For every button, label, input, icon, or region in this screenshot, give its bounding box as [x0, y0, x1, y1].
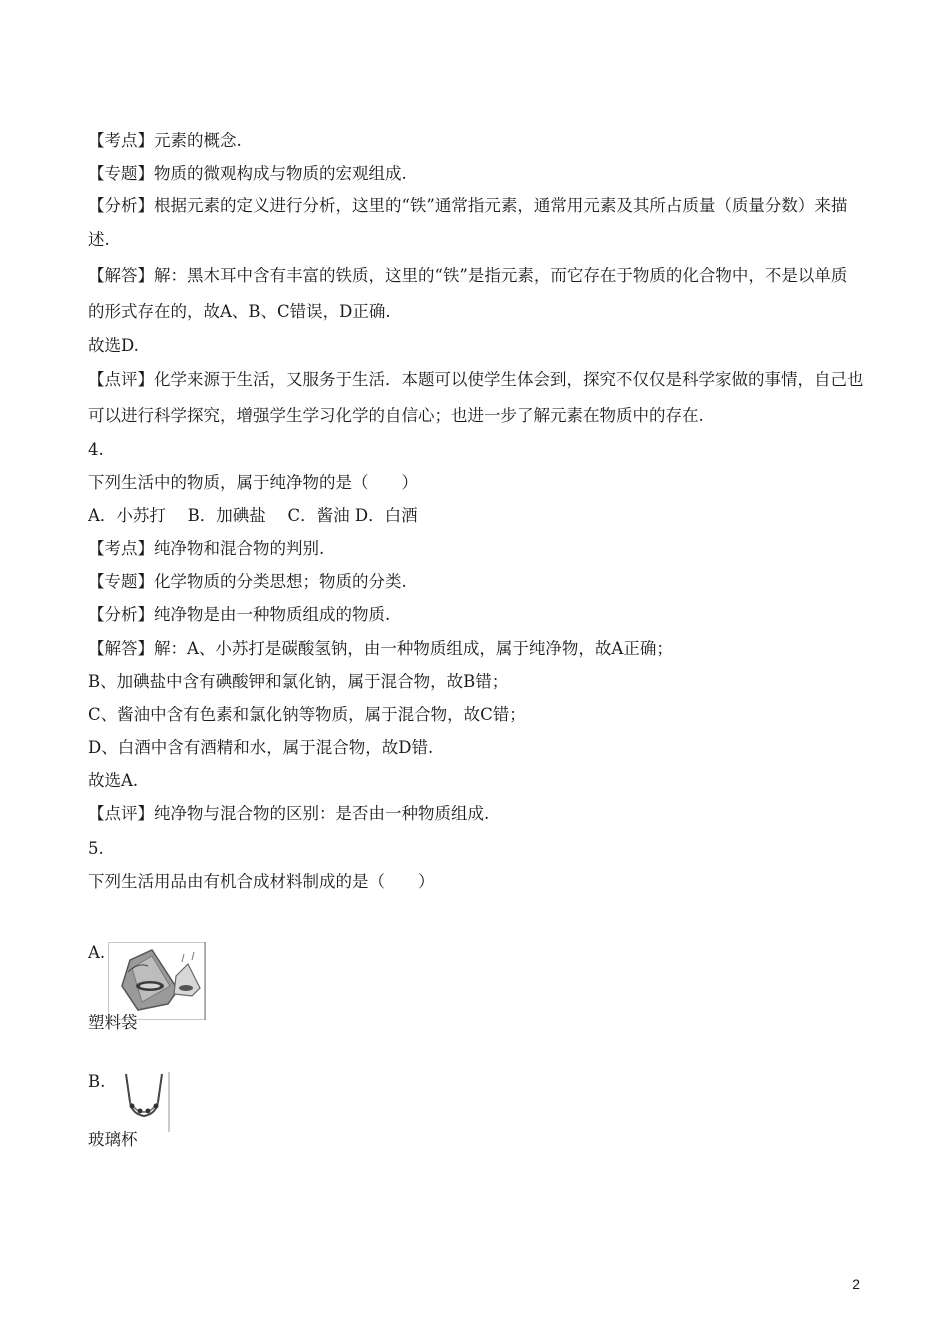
q3-dianping-line-1: 【点评】化学来源于生活，又服务于生活．本题可以使学生体会到，探究不仅仅是科学家做的事情，自己也 — [88, 370, 864, 389]
q3-guxuan: 故选D. — [88, 336, 139, 355]
q4-guxuan: 故选A. — [88, 771, 139, 790]
q3-jieda-line-2: 的形式存在的，故A、B、C错误，D正确. — [88, 302, 391, 321]
q4-jieda-line-2: B、加碘盐中含有碘酸钾和氯化钠，属于混合物，故B错； — [88, 672, 509, 691]
q4-fenxi: 【分析】纯净物是由一种物质组成的物质. — [88, 605, 391, 624]
q4-number: 4. — [88, 440, 104, 459]
q3-fenxi-line-2: 述. — [88, 230, 110, 249]
glass-cup-image — [118, 1072, 170, 1132]
q4-zhuanti: 【专题】化学物质的分类思想；物质的分类. — [88, 572, 407, 591]
page-number: 2 — [852, 1276, 860, 1292]
q5-option-b-label: 玻璃杯 — [88, 1130, 138, 1149]
q4-jieda-line-3: C、酱油中含有色素和氯化钠等物质，属于混合物，故C错； — [88, 705, 526, 724]
q3-zhuanti: 【专题】物质的微观构成与物质的宏观组成. — [88, 164, 407, 183]
q5-number: 5. — [88, 839, 104, 858]
q4-dianping: 【点评】纯净物与混合物的区别：是否由一种物质组成. — [88, 804, 490, 823]
q5-stem: 下列生活用品由有机合成材料制成的是（ ） — [88, 872, 435, 891]
q5-option-b-letter: B. — [88, 1072, 106, 1091]
q4-jieda-line-1: 【解答】解：A、小苏打是碳酸氢钠，由一种物质组成，属于纯净物，故A正确； — [88, 639, 673, 658]
q4-jieda-line-4: D、白酒中含有酒精和水，属于混合物，故D错. — [88, 738, 434, 757]
q5-option-a-letter: A. — [88, 943, 106, 962]
q4-kaodian: 【考点】纯净物和混合物的判别. — [88, 539, 325, 558]
q3-dianping-line-2: 可以进行科学探究，增强学生学习化学的自信心；也进一步了解元素在物质中的存在. — [88, 406, 704, 425]
q4-options: A．小苏打 B．加碘盐 C．酱油 D．白酒 — [88, 506, 418, 525]
q3-kaodian: 【考点】元素的概念. — [88, 131, 242, 150]
q4-stem: 下列生活中的物质，属于纯净物的是（ ） — [88, 473, 418, 492]
plastic-bag-image — [108, 942, 206, 1020]
q5-option-a-label: 塑料袋 — [88, 1013, 138, 1032]
q3-fenxi-line-1: 【分析】根据元素的定义进行分析，这里的“铁”通常指元素，通常用元素及其所占质量（质量分数）来描 — [88, 196, 848, 215]
q3-jieda-line-1: 【解答】解：黑木耳中含有丰富的铁质，这里的“铁”是指元素，而它存在于物质的化合物中，不是以单质 — [88, 266, 848, 285]
